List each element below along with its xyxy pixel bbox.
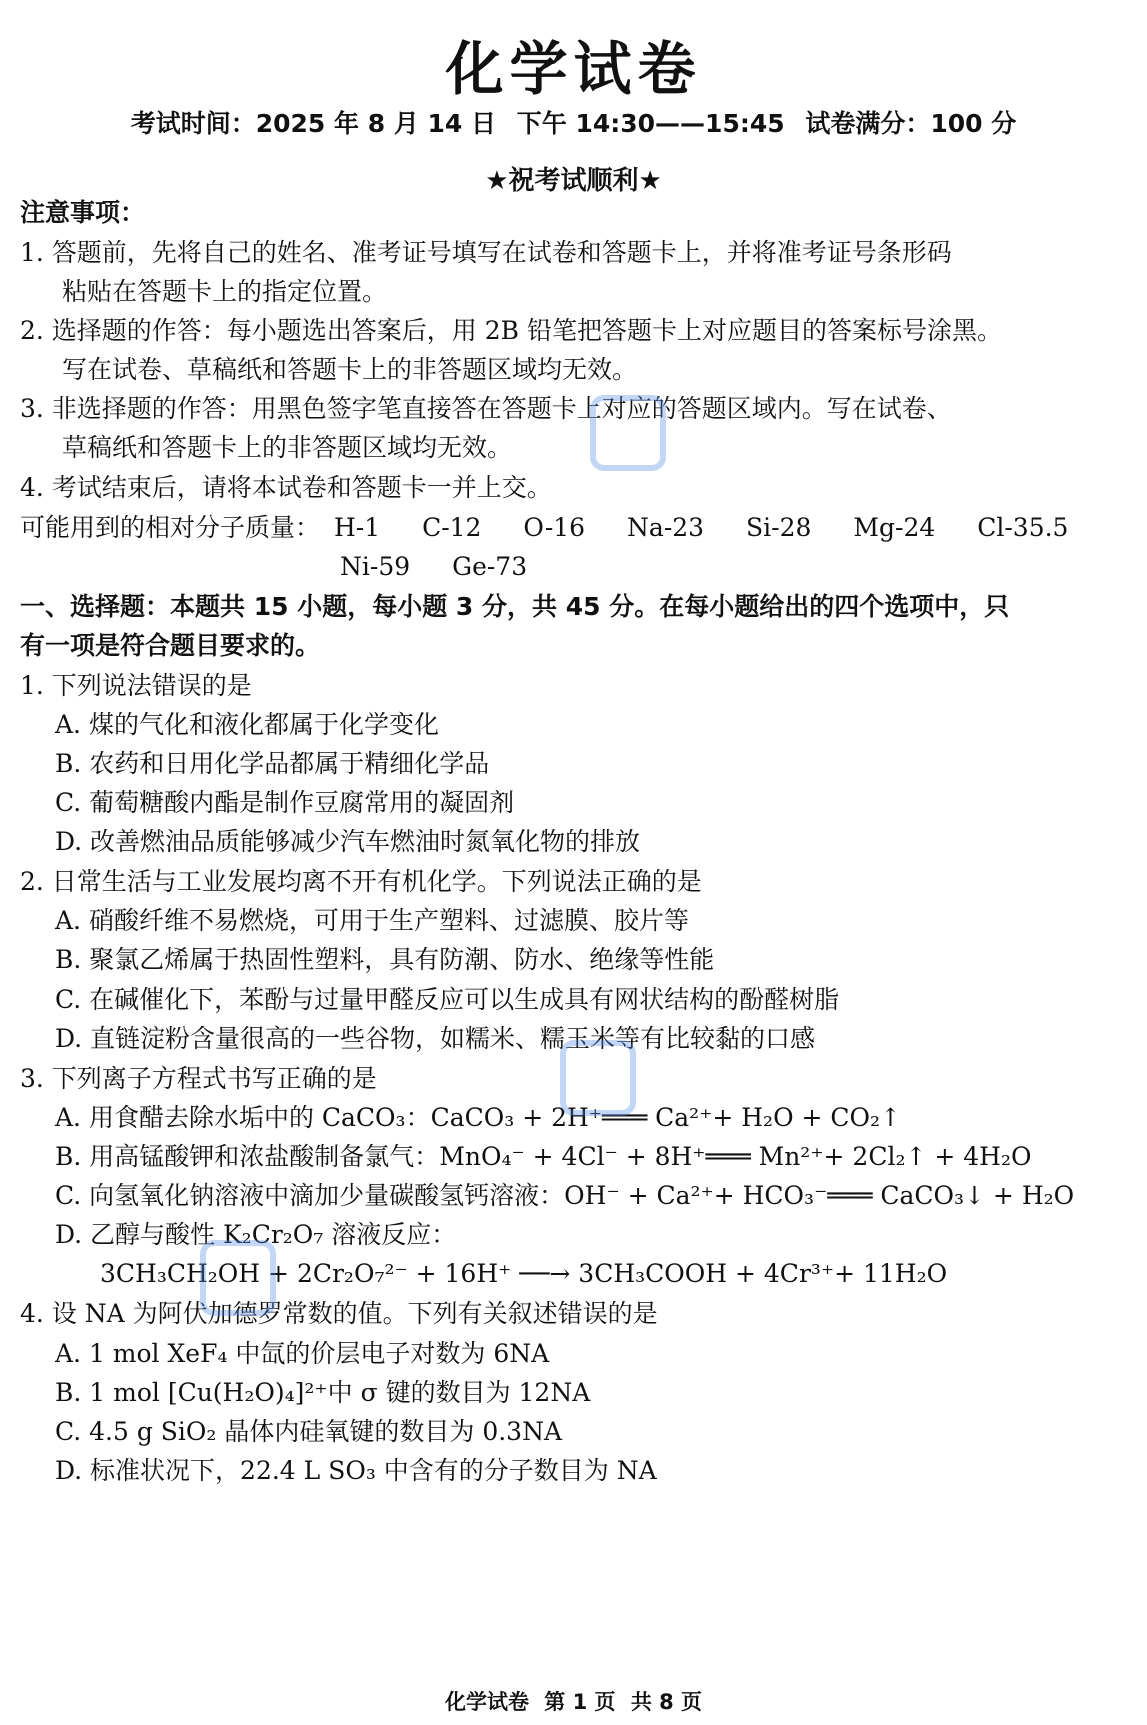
notice-heading: 注意事项： xyxy=(20,198,146,227)
q3-c-text: C. 向氢氧化钠溶液中滴加少量碳酸氢钙溶液： xyxy=(55,1181,565,1210)
notice-item-3: 3. 非选择题的作答：用黑色签字笔直接答在答题卡上对应的答题区域内。写在试卷、 xyxy=(20,394,952,423)
q3-d-equation: 3CH₃CH₂OH + 2Cr₂O₇²⁻ + 16H⁺ ──→ 3CH₃COOH + 4Cr³⁺+ 11H₂O xyxy=(100,1259,948,1288)
mass-item: Na-23 xyxy=(627,513,705,542)
q2-option-d: D. 直链淀粉含量很高的一些谷物，如糯米、糯玉米等有比较黏的口感 xyxy=(55,1024,816,1053)
question-3-stem: 3. 下列离子方程式书写正确的是 xyxy=(20,1064,377,1093)
full-score: 试卷满分：100 分 xyxy=(805,109,1017,138)
q4-option-a: A. 1 mol XeF₄ 中氙的价层电子对数为 6NA xyxy=(55,1339,550,1368)
q1-option-a: A. 煤的气化和液化都属于化学变化 xyxy=(55,710,439,739)
footer-page-total: 共 8 页 xyxy=(630,1690,703,1714)
q3-option-d: D. 乙醇与酸性 K₂Cr₂O₇ 溶液反应： xyxy=(55,1220,457,1249)
mass-item: Ni-59 xyxy=(340,552,411,581)
mass-item: Ge-73 xyxy=(452,552,528,581)
q3-option-b xyxy=(55,1140,1031,1174)
q4-option-d: D. 标准状况下，22.4 L SO₃ 中含有的分子数目为 NA xyxy=(55,1456,657,1485)
q2-option-a: A. 硝酸纤维不易燃烧，可用于生产塑料、过滤膜、胶片等 xyxy=(55,906,689,935)
notice-item-1-cont: 粘贴在答题卡上的指定位置。 xyxy=(62,277,388,306)
notice-item-1: 1. 答题前，先将自己的姓名、准考证号填写在试卷和答题卡上，并将准考证号条形码 xyxy=(20,238,952,267)
q3-c-equation: OH⁻ + Ca²⁺+ HCO₃⁻═══ CaCO₃↓ + H₂O xyxy=(564,1181,1075,1210)
notice-item-4: 4. 考试结束后，请将本试卷和答题卡一并上交。 xyxy=(20,473,552,502)
page-footer xyxy=(0,1686,1147,1716)
q3-option-a xyxy=(55,1101,901,1135)
q3-a-equation: CaCO₃ + 2H⁺═══ Ca²⁺+ H₂O + CO₂↑ xyxy=(430,1103,902,1132)
q4-option-b: B. 1 mol [Cu(H₂O)₄]²⁺中 σ 键的数目为 12NA xyxy=(55,1378,591,1407)
q1-option-b: B. 农药和日用化学品都属于精细化学品 xyxy=(55,749,490,778)
notice-item-3-cont: 草稿纸和答题卡上的非答题区域均无效。 xyxy=(62,433,513,462)
q1-option-d: D. 改善燃油品质能够减少汽车燃油时氮氧化物的排放 xyxy=(55,827,641,856)
exam-time-range: 下午 14:30——15:45 xyxy=(516,109,785,138)
mass-item: Si-28 xyxy=(746,513,812,542)
q3-option-c xyxy=(55,1179,1074,1213)
mass-item: H-1 xyxy=(333,513,381,542)
q1-option-c: C. 葡萄糖酸内酯是制作豆腐常用的凝固剂 xyxy=(55,788,515,817)
relative-masses xyxy=(20,511,1102,545)
notice-item-2-cont: 写在试卷、草稿纸和答题卡上的非答题区域均无效。 xyxy=(62,355,638,384)
q3-b-text: B. 用高锰酸钾和浓盐酸制备氯气： xyxy=(55,1142,440,1171)
exam-date: 考试时间：2025 年 8 月 14 日 xyxy=(130,109,497,138)
mass-item: C-12 xyxy=(422,513,482,542)
q4-option-c: C. 4.5 g SiO₂ 晶体内硅氧键的数目为 0.3NA xyxy=(55,1417,563,1446)
section-heading: 一、选择题：本题共 15 小题，每小题 3 分，共 45 分。在每小题给出的四个选项中，只 xyxy=(20,592,1010,621)
exam-info xyxy=(0,104,1147,140)
question-4-stem: 4. 设 NA 为阿伏加德罗常数的值。下列有关叙述错误的是 xyxy=(20,1299,658,1328)
mass-item: O-16 xyxy=(523,513,586,542)
page-title: 化学试卷 xyxy=(445,35,702,103)
footer-page-number: 第 1 页 xyxy=(544,1690,616,1714)
relative-masses-row2 xyxy=(340,550,561,584)
question-2-stem: 2. 日常生活与工业发展均离不开有机化学。下列说法正确的是 xyxy=(20,867,702,896)
q3-b-equation: MnO₄⁻ + 4Cl⁻ + 8H⁺═══ Mn²⁺+ 2Cl₂↑ + 4H₂O xyxy=(439,1142,1032,1171)
section-heading-cont: 有一项是符合题目要求的。 xyxy=(20,631,321,660)
mass-item: Cl-35.5 xyxy=(977,513,1069,542)
good-luck-banner: ★祝考试顺利★ xyxy=(485,166,662,196)
masses-label: 可能用到的相对分子质量： xyxy=(20,513,321,542)
notice-item-2: 2. 选择题的作答：每小题选出答案后，用 2B 铅笔把答题卡上对应题目的答案标号涂黑。 xyxy=(20,316,1002,345)
question-1-stem: 1. 下列说法错误的是 xyxy=(20,671,252,700)
mass-item: Mg-24 xyxy=(853,513,936,542)
q2-option-c: C. 在碱催化下，苯酚与过量甲醛反应可以生成具有网状结构的酚醛树脂 xyxy=(55,985,840,1014)
q2-option-b: B. 聚氯乙烯属于热固性塑料，具有防潮、防水、绝缘等性能 xyxy=(55,945,715,974)
footer-subject: 化学试卷 xyxy=(444,1690,529,1714)
q3-a-text: A. 用食醋去除水垢中的 CaCO₃： xyxy=(55,1103,431,1132)
